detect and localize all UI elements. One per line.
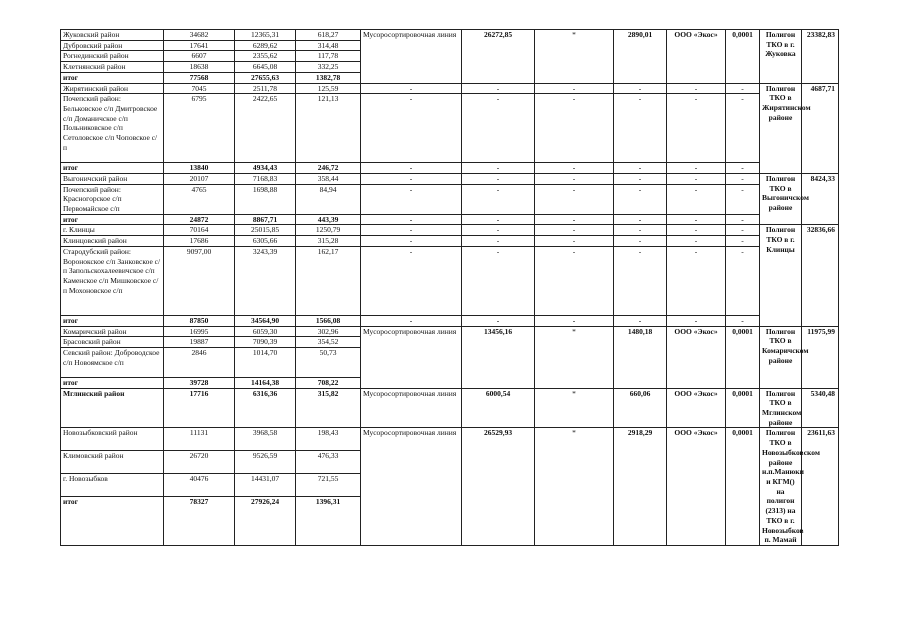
value: 660,06 (614, 388, 667, 428)
waste-rate: 443,39 (296, 214, 361, 225)
waste-mass: 27655,63 (235, 72, 296, 83)
waste-rate: 618,27 (296, 30, 361, 41)
population: 78327 (164, 496, 235, 545)
population: 7045 (164, 83, 235, 94)
table-row (61, 94, 839, 163)
sum: 32836,66 (802, 225, 839, 326)
district-name: Выгоничский район (61, 173, 164, 184)
district-name: Клетнянский район (61, 62, 164, 73)
landfill: Полигон ТКО в г. Клинцы (760, 225, 802, 326)
dash: - (462, 214, 535, 225)
waste-mass: 14431,07 (235, 474, 296, 497)
dash: - (462, 163, 535, 174)
table-row (61, 326, 839, 337)
population: 17686 (164, 236, 235, 247)
waste-rate: 476,33 (296, 451, 361, 474)
waste-mass: 27926,24 (235, 496, 296, 545)
table-row (61, 225, 839, 236)
sum: 23611,63 (802, 428, 839, 545)
population: 18638 (164, 62, 235, 73)
dash: - (361, 225, 462, 236)
waste-mass: 8867,71 (235, 214, 296, 225)
coefficient: 0,0001 (726, 388, 760, 428)
district-name: Рогнединский район (61, 51, 164, 62)
population: 4765 (164, 184, 235, 214)
dash: - (361, 214, 462, 225)
waste-mass: 34564,90 (235, 315, 296, 326)
total-row (61, 214, 839, 225)
dash: - (614, 163, 667, 174)
district-name: Почепский район: Бельковское с/п Дмитровское с/п Доманичское с/п Польниковское с/п Сетоловское с/п Чоповское с/п (61, 94, 164, 163)
waste-rate: 84,94 (296, 184, 361, 214)
mark: * (535, 388, 614, 428)
waste-rate: 1382,78 (296, 72, 361, 83)
waste-rate: 354,52 (296, 337, 361, 348)
waste-mass: 4934,43 (235, 163, 296, 174)
sum: 23382,83 (802, 30, 839, 84)
waste-mass: 25015,85 (235, 225, 296, 236)
waste-mass: 2355,62 (235, 51, 296, 62)
district-name: Севский район: Доброводское с/п Новоямское с/п (61, 347, 164, 377)
dash: - (462, 184, 535, 214)
capacity: 26272,85 (462, 30, 535, 84)
district-name: г. Новозыбков (61, 474, 164, 497)
dash: - (361, 163, 462, 174)
total-label: итог (61, 163, 164, 174)
technology: Мусоросортировочная линия (361, 30, 462, 84)
dash: - (667, 315, 726, 326)
dash: - (462, 236, 535, 247)
district-name: Клинцовский район (61, 236, 164, 247)
coefficient: 0,0001 (726, 30, 760, 84)
population: 77568 (164, 72, 235, 83)
waste-mass: 3243,39 (235, 246, 296, 315)
dash: - (726, 225, 760, 236)
district-name: Стародубский район: Воронокское с/п Занковское с/п Запольскохалеевичское с/п Каменское с/п Мишковское с/п Мохоновское с/п (61, 246, 164, 315)
dash: - (726, 246, 760, 315)
dash: - (667, 94, 726, 163)
dash: - (614, 83, 667, 94)
dash: - (726, 173, 760, 184)
waste-rate: 246,72 (296, 163, 361, 174)
waste-rate: 314,48 (296, 40, 361, 51)
population: 11131 (164, 428, 235, 451)
coefficient: 0,0001 (726, 326, 760, 388)
waste-mass: 6645,08 (235, 62, 296, 73)
table-row (61, 83, 839, 94)
dash: - (361, 184, 462, 214)
waste-mass: 3968,58 (235, 428, 296, 451)
district-name: Комаричский район (61, 326, 164, 337)
population: 87850 (164, 315, 235, 326)
waste-mass: 7168,83 (235, 173, 296, 184)
waste-mass: 2511,78 (235, 83, 296, 94)
population: 2846 (164, 347, 235, 377)
dash: - (614, 246, 667, 315)
dash: - (535, 173, 614, 184)
coefficient: 0,0001 (726, 428, 760, 545)
population: 70164 (164, 225, 235, 236)
waste-rate: 1250,79 (296, 225, 361, 236)
technology: Мусоросортировочная линия (361, 326, 462, 388)
population: 17716 (164, 388, 235, 428)
capacity: 26529,93 (462, 428, 535, 545)
dash: - (535, 315, 614, 326)
waste-mass: 14164,38 (235, 377, 296, 388)
total-row (61, 315, 839, 326)
waste-mass: 6316,36 (235, 388, 296, 428)
value: 1480,18 (614, 326, 667, 388)
dash: - (614, 236, 667, 247)
landfill: Полигон ТКО в г. Жуковка (760, 30, 802, 84)
mark: * (535, 30, 614, 84)
dash: - (535, 246, 614, 315)
dash: - (535, 163, 614, 174)
dash: - (614, 94, 667, 163)
population: 6607 (164, 51, 235, 62)
operator: ООО «Экос» (667, 428, 726, 545)
mark: * (535, 326, 614, 388)
waste-rate: 315,82 (296, 388, 361, 428)
dash: - (667, 173, 726, 184)
dash: - (361, 236, 462, 247)
dash: - (726, 214, 760, 225)
district-name: Дубровский район (61, 40, 164, 51)
dash: - (361, 94, 462, 163)
population: 19887 (164, 337, 235, 348)
waste-mass: 6305,66 (235, 236, 296, 247)
district-name: Жирятинский район (61, 83, 164, 94)
population: 39728 (164, 377, 235, 388)
population: 9097,00 (164, 246, 235, 315)
waste-rate: 121,13 (296, 94, 361, 163)
sum: 4687,71 (802, 83, 839, 173)
district-name: Жуковский район (61, 30, 164, 41)
dash: - (667, 236, 726, 247)
capacity: 13456,16 (462, 326, 535, 388)
capacity: 6000,54 (462, 388, 535, 428)
waste-mass: 9526,59 (235, 451, 296, 474)
waste-mass: 12365,31 (235, 30, 296, 41)
table-row (61, 246, 839, 315)
district-name: Мглинский район (61, 388, 164, 428)
waste-mass: 6059,30 (235, 326, 296, 337)
waste-rate: 721,55 (296, 474, 361, 497)
district-name: Брасовский район (61, 337, 164, 348)
sum: 8424,33 (802, 173, 839, 225)
operator: ООО «Экос» (667, 388, 726, 428)
dash: - (667, 214, 726, 225)
population: 40476 (164, 474, 235, 497)
population: 34682 (164, 30, 235, 41)
table-row (61, 30, 839, 41)
table-row (61, 184, 839, 214)
waste-mass: 2422,65 (235, 94, 296, 163)
waste-rate: 198,43 (296, 428, 361, 451)
dash: - (535, 214, 614, 225)
dash: - (726, 94, 760, 163)
population: 20107 (164, 173, 235, 184)
sum: 11975,99 (802, 326, 839, 388)
waste-rate: 332,25 (296, 62, 361, 73)
waste-rate: 358,44 (296, 173, 361, 184)
total-label: итог (61, 496, 164, 545)
dash: - (535, 83, 614, 94)
landfill: Полигон ТКО в Комаричском районе (760, 326, 802, 388)
waste-mass: 7090,39 (235, 337, 296, 348)
total-label: итог (61, 315, 164, 326)
dash: - (535, 184, 614, 214)
mark: * (535, 428, 614, 545)
table-row (61, 173, 839, 184)
dash: - (667, 184, 726, 214)
waste-mass: 1014,70 (235, 347, 296, 377)
dash: - (361, 315, 462, 326)
dash: - (726, 236, 760, 247)
population: 16995 (164, 326, 235, 337)
population: 26720 (164, 451, 235, 474)
dash: - (726, 83, 760, 94)
district-name: Новозыбковский район (61, 428, 164, 451)
district-name: г. Клинцы (61, 225, 164, 236)
value: 2918,29 (614, 428, 667, 545)
waste-distribution-table (60, 29, 839, 546)
dash: - (667, 225, 726, 236)
dash: - (361, 173, 462, 184)
table-row (61, 428, 839, 451)
sum: 5340,48 (802, 388, 839, 428)
dash: - (462, 315, 535, 326)
dash: - (667, 246, 726, 315)
table-row (61, 236, 839, 247)
landfill: Полигон ТКО в Мглинском районе (760, 388, 802, 428)
dash: - (361, 246, 462, 315)
dash: - (462, 94, 535, 163)
scan-artifacts (0, 618, 905, 630)
dash: - (462, 225, 535, 236)
dash: - (361, 83, 462, 94)
landfill: Полигон ТКО в Выгоничском районе (760, 173, 802, 225)
population: 17641 (164, 40, 235, 51)
value: 2890,01 (614, 30, 667, 84)
total-row (61, 163, 839, 174)
dash: - (614, 315, 667, 326)
dash: - (667, 163, 726, 174)
dash: - (535, 94, 614, 163)
population: 13840 (164, 163, 235, 174)
dash: - (462, 246, 535, 315)
population: 6795 (164, 94, 235, 163)
total-label: итог (61, 214, 164, 225)
dash: - (726, 315, 760, 326)
total-label: итог (61, 377, 164, 388)
waste-rate: 1566,08 (296, 315, 361, 326)
total-label: итог (61, 72, 164, 83)
district-name: Почепский район: Красногорское с/п Первомайское с/п (61, 184, 164, 214)
dash: - (614, 214, 667, 225)
waste-rate: 315,28 (296, 236, 361, 247)
table-row (61, 388, 839, 428)
dash: - (535, 236, 614, 247)
dash: - (614, 173, 667, 184)
waste-rate: 1396,31 (296, 496, 361, 545)
operator: ООО «Экос» (667, 30, 726, 84)
dash: - (726, 184, 760, 214)
dash: - (462, 83, 535, 94)
population: 24872 (164, 214, 235, 225)
dash: - (614, 184, 667, 214)
dash: - (614, 225, 667, 236)
landfill: Полигон ТКО в Жирятинском районе (760, 83, 802, 173)
waste-rate: 50,73 (296, 347, 361, 377)
operator: ООО «Экос» (667, 326, 726, 388)
dash: - (535, 225, 614, 236)
waste-rate: 162,17 (296, 246, 361, 315)
waste-rate: 125,59 (296, 83, 361, 94)
technology: Мусоросортировочная линия (361, 428, 462, 545)
waste-mass: 6289,62 (235, 40, 296, 51)
waste-rate: 302,96 (296, 326, 361, 337)
technology: Мусоросортировочная линия (361, 388, 462, 428)
dash: - (726, 163, 760, 174)
landfill: Полигон ТКО в Новозыбковском районе н.п.Манюки и КГМ() на полигон (2313) на ТКО в г. Новозыбков п. Мамай (760, 428, 802, 545)
waste-rate: 117,78 (296, 51, 361, 62)
district-name: Климовский район (61, 451, 164, 474)
dash: - (667, 83, 726, 94)
waste-mass: 1698,88 (235, 184, 296, 214)
waste-rate: 708,22 (296, 377, 361, 388)
dash: - (462, 173, 535, 184)
